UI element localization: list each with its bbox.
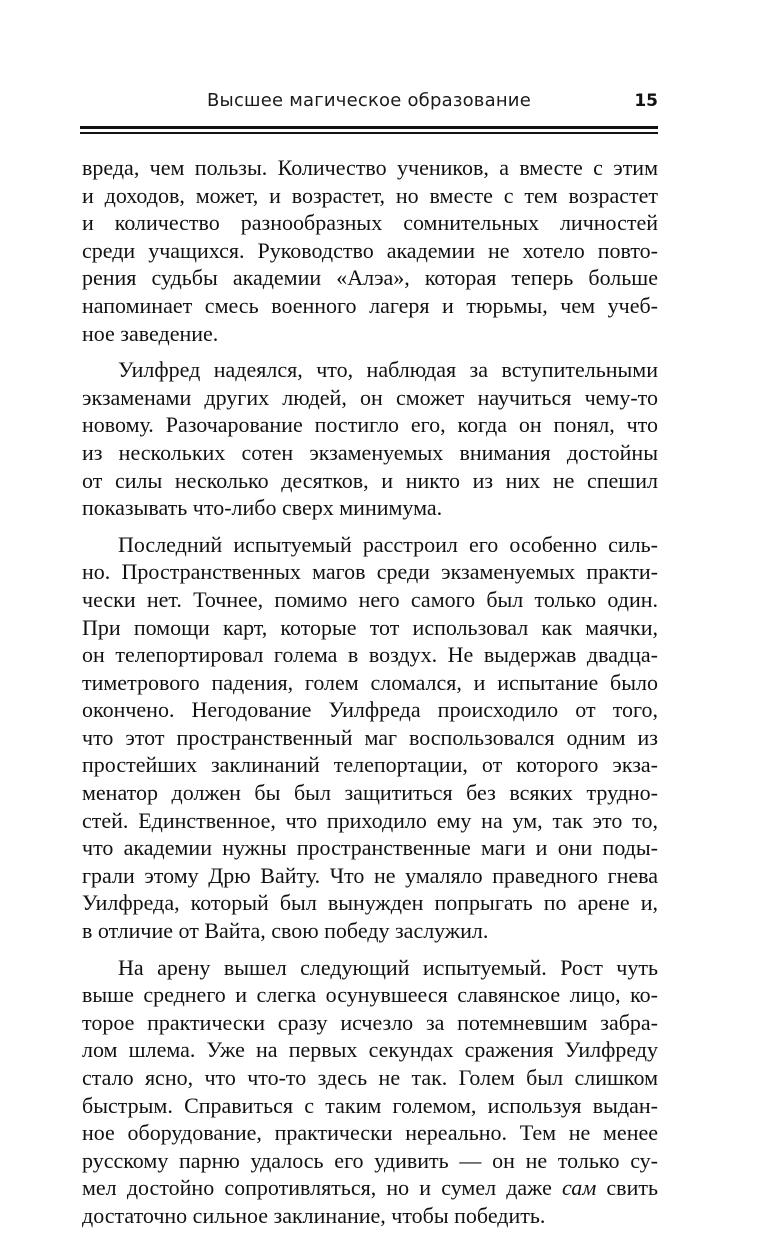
text-line: стало ясно, что что-то здесь не так. Голем был слишком: [82, 1065, 658, 1090]
text-line: новому. Разочарование постигло его, когда он понял, что: [82, 412, 658, 438]
text-line: рения судьбы академии «Алэа», которая теперь больше: [82, 265, 658, 291]
text-line: в отличие от Вайта, свою победу заслужил.: [82, 918, 489, 944]
paragraph: [82, 531, 658, 945]
text-fragment: мел достойно сопротивляться, но и сумел даже: [82, 1175, 563, 1201]
running-header: [80, 86, 658, 118]
text-fragment: свить: [596, 1175, 658, 1201]
text-line: экзаменами других людей, он сможет научиться чему-то: [82, 384, 658, 410]
text-line: и количество разнообразных сомнительных личностей: [82, 210, 658, 236]
body-text: [82, 154, 658, 1230]
text-line: ное заведение.: [82, 320, 219, 346]
text-line: чески нет. Точнее, помимо него самого был только один.: [82, 586, 658, 612]
text-line: окончено. Негодование Уилфреда происходило от того,: [82, 697, 658, 723]
page-number: 15: [634, 91, 658, 111]
text-line: показывать что-либо сверх минимума.: [82, 495, 443, 521]
text-line: лом шлема. Уже на первых секундах сражения Уилфреду: [82, 1037, 658, 1063]
header-rule-thick: [80, 126, 658, 129]
paragraph: [82, 154, 658, 347]
text-line: выше среднего и слегка осунувшееся славянское лицо, ко-: [82, 982, 658, 1008]
running-title: Высшее магическое образование: [207, 90, 531, 111]
text-line: напоминает смесь военного лагеря и тюрьмы, чем учеб-: [82, 292, 658, 318]
text-line: стей. Единственное, что приходило ему на ум, так это то,: [82, 807, 658, 833]
text-line: торое практически сразу исчезло за потемневшим забра-: [82, 1009, 658, 1035]
text-line: что этот пространственный маг воспользовался одним из: [82, 724, 658, 750]
text-line: среди учащихся. Руководство академии не хотело повто-: [82, 237, 658, 263]
text-line: быстрым. Справиться с таким големом, используя выдан-: [82, 1092, 658, 1118]
header-rule-thin: [80, 132, 658, 134]
text-line: но. Пространственных магов среди экзаменуемых практи-: [82, 559, 658, 585]
text-line: Уилфреда, который был вынужден попрыгать по арене и,: [82, 890, 658, 916]
text-line: достаточно сильное заклинание, чтобы победить.: [82, 1202, 546, 1228]
text-line: русскому парню удалось его удивить — он не только су-: [82, 1147, 658, 1173]
text-line: от силы несколько десятков, и никто из них не спешил: [82, 467, 658, 493]
text-line: Уилфред надеялся, что, наблюдая за вступительными: [118, 357, 658, 383]
paragraph: [82, 356, 658, 522]
emphasis-word: сам: [562, 1175, 597, 1201]
text-line: тиметрового падения, голем сломался, и испытание было: [82, 669, 658, 695]
text-line: и доходов, может, и возрастет, но вместе с тем возрастет: [82, 182, 658, 208]
text-line: что академии нужны пространственные маги и они поды-: [82, 835, 658, 861]
text-line: При помощи карт, которые тот использовал как маячки,: [82, 614, 658, 640]
text-line: грали этому Дрю Вайту. Что не умаляло праведного гнева: [82, 862, 658, 888]
text-line: из нескольких сотен экзаменуемых внимания достойны: [82, 439, 658, 465]
paragraph: [82, 954, 658, 1230]
text-line: Последний испытуемый расстроил его особенно силь-: [118, 531, 658, 557]
text-line: вреда, чем пользы. Количество учеников, а вместе с этим: [82, 155, 658, 180]
text-line: он телепортировал голема в воздух. Не выдержав двадца-: [82, 642, 658, 668]
text-line: ное оборудование, практически нереально. Тем не менее: [82, 1120, 658, 1146]
text-line: простейших заклинаний телепортации, от которого экза-: [82, 752, 658, 778]
text-line: На арену вышел следующий испытуемый. Рост чуть: [118, 954, 658, 980]
text-line-with-emphasis: [82, 1174, 658, 1202]
text-line: менатор должен бы был защититься без всяких трудно-: [82, 780, 658, 806]
